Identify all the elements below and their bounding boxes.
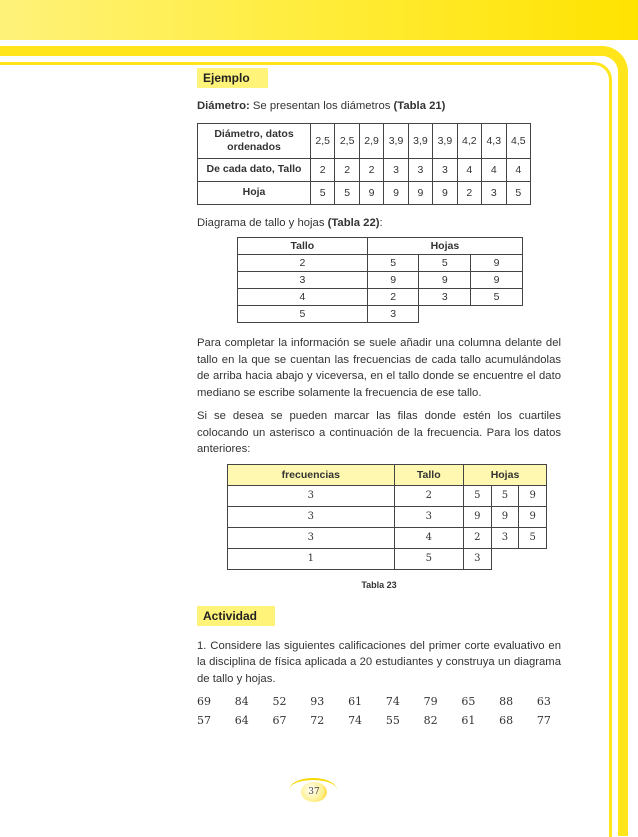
table-cell: 4 [394,527,463,548]
table-cell: 9 [359,181,383,204]
calificacion: 74 [385,695,400,708]
actividad-heading-wrap [197,606,561,626]
row-label: Hoja [198,181,311,204]
table-cell: 2 [463,527,491,548]
calificacion: 82 [423,714,438,727]
table-cell: 9 [471,255,523,272]
table-cell: 3 [419,289,471,306]
actividad-text: 1. Considere las siguientes calificaciones del primer corte evaluativo en la disciplina de física aplicada a 20 estudiantes y construya un diagrama de tallo y hojas. [197,639,561,685]
table-cell: 4 [482,158,506,181]
table-cell: 3 [228,485,395,506]
table-cell: 5 [506,181,531,204]
table-cell: 3 [228,527,395,548]
table-row [228,485,547,506]
table-cell: 5 [238,306,368,323]
table-cell [419,306,471,323]
table-cell: 3 [482,181,506,204]
table-cell: 9 [519,485,547,506]
diagrama-text: Diagrama de tallo y hojas [197,216,328,229]
header-tallo: Tallo [394,464,463,485]
table-cell: 4,2 [457,123,481,158]
paragraph-frecuencias: Para completar la información se suele añadir una columna delante del tallo en la que se cuentan las frecuencias de cada tallo acumulándolas de arriba hacia abajo y viceversa, en el tallo donde se encuentre el dato mediano se escribe solamente la frecuencia de ese tallo. [197,337,561,399]
intro-text: Se presentan los diámetros [249,100,394,112]
ejemplo-heading-wrap [197,68,561,88]
table-cell: 5 [367,255,419,272]
table-cell: 4 [238,289,368,306]
table-cell: 5 [491,485,519,506]
ejemplo-intro [197,98,561,115]
table-row [198,123,531,158]
table-cell: 5 [394,548,463,569]
table-cell: 3 [463,548,491,569]
table-cell: 5 [471,289,523,306]
table-row [198,158,531,181]
calificacion: 74 [348,714,363,727]
table-cell: 3,9 [408,123,432,158]
calificacion: 67 [272,714,287,727]
ejemplo-tag: Ejemplo [197,68,268,88]
tabla-23 [227,464,547,570]
tabla-21 [197,123,531,205]
row-label: Diámetro, datos ordenados [198,123,311,158]
calificacion: 88 [499,695,514,708]
table-cell: 3 [408,158,432,181]
table-cell: 2,5 [335,123,359,158]
page-number: 37 [301,782,327,802]
calificacion: 61 [461,714,476,727]
calificaciones-row-1 [197,695,551,708]
table-header-row [228,464,547,485]
diagrama-ref: (Tabla 22) [327,216,380,229]
header-hojas: Hojas [367,238,522,255]
table-cell: 3,9 [384,123,408,158]
header-tallo: Tallo [238,238,368,255]
table-row [228,506,547,527]
table-cell: 9 [491,506,519,527]
header-frecuencias: frecuencias [228,464,395,485]
table-cell: 4,3 [482,123,506,158]
table-row [238,255,523,272]
calificacion: 84 [234,695,249,708]
calificaciones-row-2 [197,714,551,727]
table-cell: 2 [394,485,463,506]
calificacion: 52 [272,695,287,708]
page-content [197,66,561,727]
table-cell: 9 [519,506,547,527]
table-cell: 9 [471,272,523,289]
table-cell: 9 [367,272,419,289]
intro-ref: (Tabla 21) [393,100,446,112]
calificacion: 68 [499,714,514,727]
table-cell: 9 [433,181,457,204]
tabla-22 [237,237,523,323]
table-cell: 2 [359,158,383,181]
table-row [228,548,547,569]
diagrama-caption [197,215,561,232]
table-cell: 4 [457,158,481,181]
table-cell: 5 [519,527,547,548]
table-cell: 4 [506,158,531,181]
table-cell: 5 [311,181,335,204]
table-cell: 2 [238,255,368,272]
intro-bold: Diámetro: [197,100,250,112]
calificacion: 79 [423,695,438,708]
table-cell: 9 [384,181,408,204]
table-cell: 2 [457,181,481,204]
diagrama-colon: : [379,216,383,229]
table-cell: 3 [491,527,519,548]
calificacion: 55 [385,714,400,727]
top-color-band [0,0,638,40]
table-cell: 3 [394,506,463,527]
table-cell: 5 [419,255,471,272]
table-cell: 5 [463,485,491,506]
paragraph-cuartiles: Si se desea se pueden marcar las filas donde estén los cuartiles colocando un asterisco a continuación de la frecuencia. Para los datos anteriores: [197,410,561,455]
table-cell: 9 [419,272,471,289]
table-header-row [238,238,523,255]
table-cell: 3 [433,158,457,181]
table-row [238,289,523,306]
table-cell [491,548,519,569]
table-cell: 1 [228,548,395,569]
table-cell: 3 [367,306,419,323]
table-cell: 3 [384,158,408,181]
table-cell: 5 [335,181,359,204]
table-cell: 9 [408,181,432,204]
calificacion: 69 [197,695,211,708]
header-hojas: Hojas [463,464,546,485]
calificacion: 63 [536,695,551,708]
table-row [198,181,531,204]
calificacion: 57 [197,714,211,727]
table-cell [471,306,523,323]
table-cell [519,548,547,569]
table-cell: 3 [228,506,395,527]
table-cell: 3 [238,272,368,289]
table-cell: 2,9 [359,123,383,158]
calificacion: 64 [234,714,249,727]
page-number-badge [289,778,339,806]
table-cell: 9 [463,506,491,527]
table-cell: 2 [335,158,359,181]
calificacion: 93 [310,695,325,708]
calificacion: 77 [536,714,551,727]
calificacion: 65 [461,695,476,708]
calificacion: 61 [348,695,363,708]
table-cell: 2 [311,158,335,181]
table-cell: 2 [367,289,419,306]
table-cell: 2,5 [311,123,335,158]
tabla-23-caption: Tabla 23 [361,579,397,590]
row-label: De cada dato, Tallo [198,158,311,181]
table-row [238,306,523,323]
table-cell: 3,9 [433,123,457,158]
actividad-tag: Actividad [197,606,275,626]
table-cell: 4,5 [506,123,531,158]
calificacion: 72 [310,714,325,727]
table-row [238,272,523,289]
table-row [228,527,547,548]
